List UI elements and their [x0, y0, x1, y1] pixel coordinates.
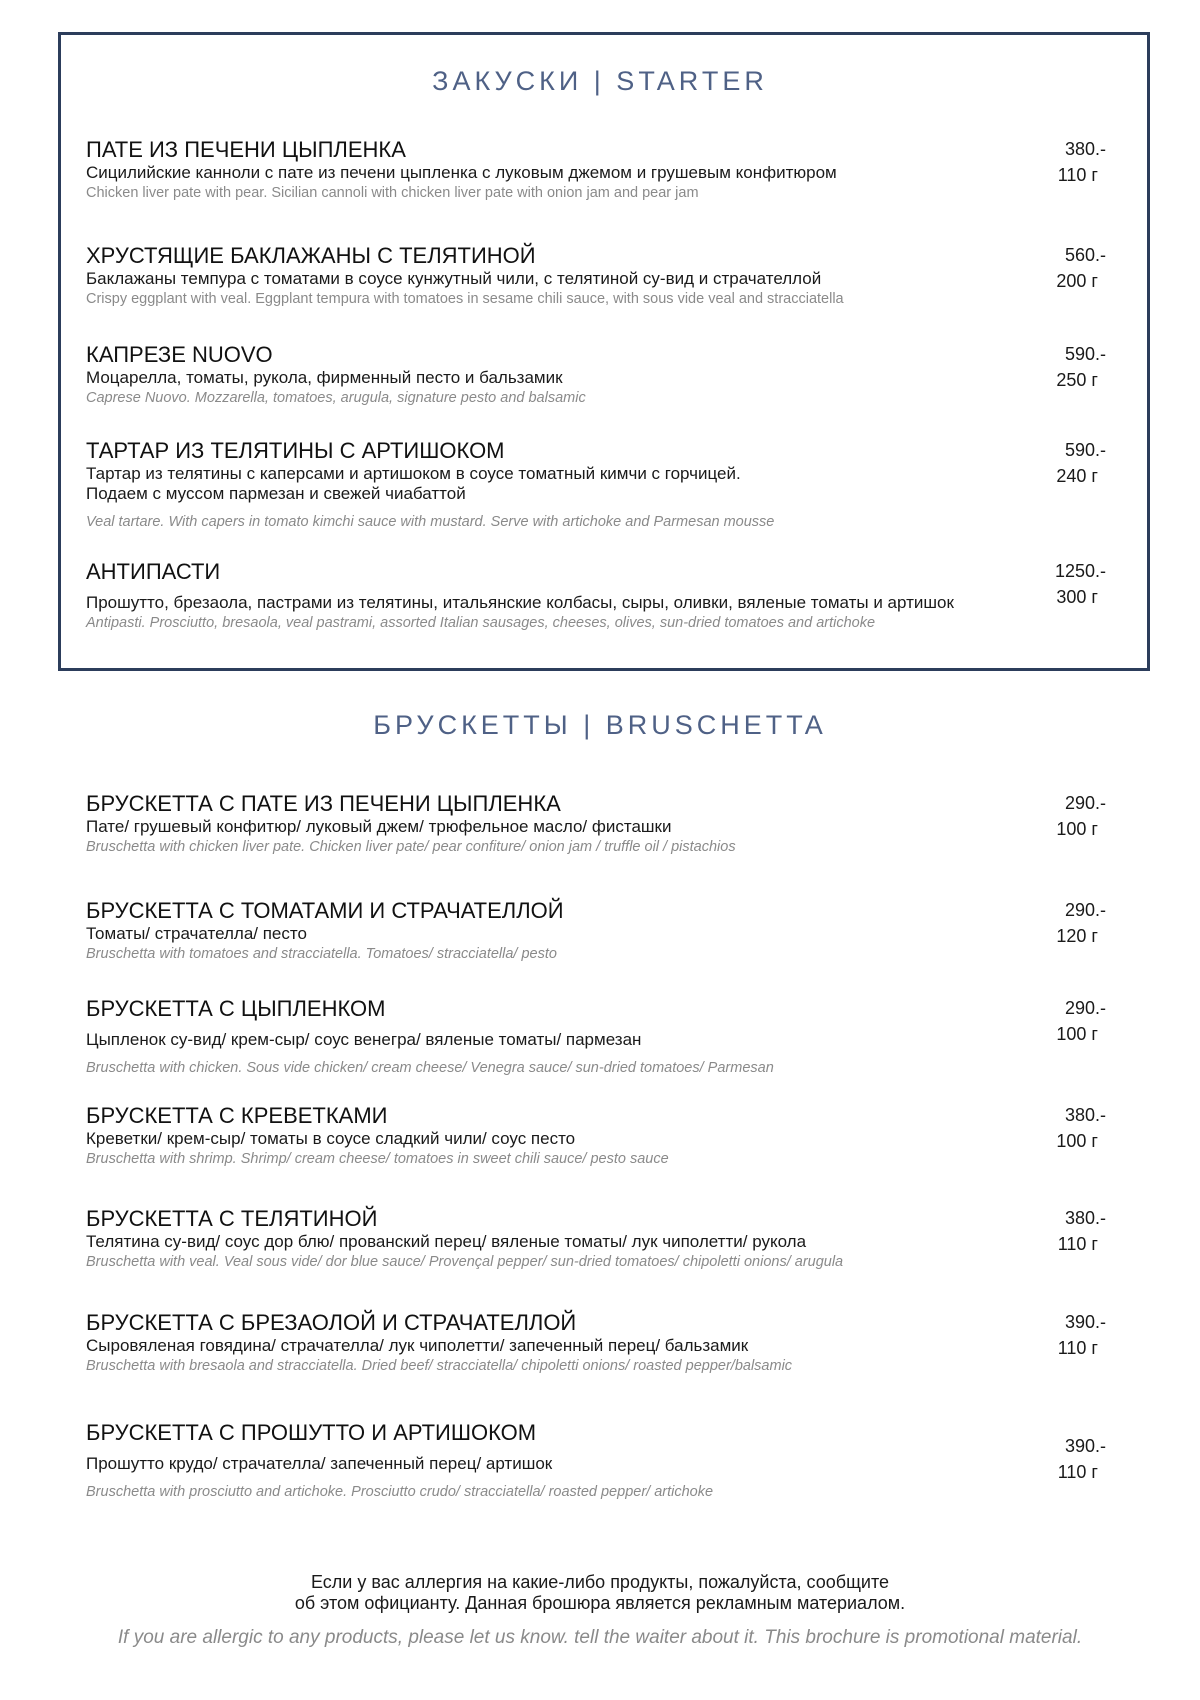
- allergy-notice: [0, 1572, 1200, 1650]
- item-price: 290.-: [1064, 900, 1106, 920]
- menu-item: [86, 995, 1106, 1078]
- item-name: ХРУСТЯЩИЕ БАКЛАЖАНЫ С ТЕЛЯТИНОЙ: [86, 243, 536, 268]
- item-price: 390.-: [1064, 1312, 1106, 1332]
- price-block: [996, 1433, 1106, 1485]
- item-description: Прошутто крудо/ страчателла/ запеченный перец/ артишок: [86, 1454, 553, 1473]
- item-price: 290.-: [1064, 793, 1106, 813]
- allergy-notice-en: If you are allergic to any products, please let us know. tell the waiter about it. This brochure is promotional material.: [117, 1627, 1083, 1648]
- item-weight: 100 г: [1056, 1024, 1098, 1044]
- item-description-en: Chicken liver pate with pear. Sicilian cannoli with chicken liver pate with onion jam and pear jam: [86, 185, 699, 201]
- item-name: ПАТЕ ИЗ ПЕЧЕНИ ЦЫПЛЕНКА: [86, 137, 406, 162]
- item-price: 380.-: [1064, 139, 1106, 159]
- item-name: БРУСКЕТТА С КРЕВЕТКАМИ: [86, 1103, 388, 1128]
- item-name: БРУСКЕТТА С ТОМАТАМИ И СТРАЧАТЕЛЛОЙ: [86, 898, 564, 923]
- menu-item: [86, 558, 1106, 633]
- price-block: [996, 1205, 1106, 1257]
- price-block: [996, 437, 1106, 489]
- menu-item: [86, 897, 1106, 964]
- price-block: [996, 242, 1106, 294]
- menu-item: [86, 1102, 1106, 1169]
- item-description-en: Bruschetta with bresaola and stracciatella. Dried beef/ stracciatella/ chipoletti onions/ roasted pepper/balsamic: [86, 1358, 793, 1374]
- item-weight: 110 г: [1057, 1338, 1098, 1358]
- item-description-en: Bruschetta with prosciutto and artichoke. Prosciutto crudo/ stracciatella/ roasted pepper/ artichoke: [86, 1484, 714, 1500]
- item-description-en: Bruschetta with shrimp. Shrimp/ cream cheese/ tomatoes in sweet chili sauce/ pesto sauce: [86, 1151, 669, 1167]
- item-name: БРУСКЕТТА С ЦЫПЛЕНКОМ: [86, 996, 386, 1021]
- item-name: АНТИПАСТИ: [86, 559, 221, 584]
- price-block: [996, 897, 1106, 949]
- item-price: 290.-: [1064, 998, 1106, 1018]
- item-price: 590.-: [1064, 440, 1106, 460]
- item-description: Томаты/ страчателла/ песто: [86, 924, 307, 943]
- item-weight: 110 г: [1057, 1234, 1098, 1254]
- item-description: Сицилийские канноли с пате из печени цыпленка с луковым джемом и грушевым конфитюром: [86, 163, 837, 182]
- item-name: БРУСКЕТТА С ТЕЛЯТИНОЙ: [86, 1206, 378, 1231]
- menu-item: [86, 136, 1106, 203]
- item-weight: 110 г: [1057, 1462, 1098, 1482]
- menu-item: [86, 1205, 1106, 1272]
- menu-item: [86, 1419, 1106, 1502]
- item-name: ТАРТАР ИЗ ТЕЛЯТИНЫ С АРТИШОКОМ: [86, 438, 505, 463]
- item-description-en: Veal tartare. With capers in tomato kimchi sauce with mustard. Serve with artichoke and Parmesan mousse: [86, 514, 775, 530]
- allergy-notice-ru-line2: об этом официанту. Данная брошюра является рекламным материалом.: [294, 1593, 906, 1613]
- item-weight: 110 г: [1057, 165, 1098, 185]
- item-price: 1250.-: [1054, 561, 1106, 581]
- item-description-en: Antipasti. Prosciutto, bresaola, veal pastrami, assorted Italian sausages, cheeses, olives, sun-dried tomatoes and artichoke: [86, 615, 876, 631]
- allergy-notice-ru-line1: Если у вас аллергия на какие-либо продукты, пожалуйста, сообщите: [311, 1572, 889, 1592]
- item-weight: 250 г: [1056, 370, 1098, 390]
- item-weight: 100 г: [1056, 1131, 1098, 1151]
- price-block: [996, 1309, 1106, 1361]
- item-description: Прошутто, брезаола, пастрами из телятины, итальянские колбасы, сыры, оливки, вяленые томаты и артишок: [86, 593, 954, 612]
- bruschetta-title: БРУСКЕТТЫ | BRUSCHETTA: [373, 710, 827, 740]
- item-description-en: Bruschetta with chicken liver pate. Chicken liver pate/ pear confiture/ onion jam / truffle oil / pistachios: [86, 839, 736, 855]
- item-description-en: Bruschetta with tomatoes and stracciatella. Tomatoes/ stracciatella/ pesto: [86, 946, 557, 962]
- price-block: [996, 995, 1106, 1047]
- item-name: БРУСКЕТТА С ПАТЕ ИЗ ПЕЧЕНИ ЦЫПЛЕНКА: [86, 791, 561, 816]
- price-block: [996, 341, 1106, 393]
- item-price: 380.-: [1064, 1105, 1106, 1125]
- item-price: 380.-: [1064, 1208, 1106, 1228]
- item-description-en: Bruschetta with chicken. Sous vide chicken/ cream cheese/ Venegra sauce/ sun-dried tomatoes/ Parmesan: [86, 1060, 774, 1076]
- item-description: Телятина су-вид/ соус дор блю/ прованский перец/ вяленые томаты/ лук чиполетти/ рукола: [86, 1232, 807, 1251]
- item-weight: 100 г: [1056, 819, 1098, 839]
- price-block: [996, 558, 1106, 610]
- price-block: [996, 1102, 1106, 1154]
- starter-title: ЗАКУСКИ | STARTER: [432, 66, 768, 96]
- menu-item: [86, 437, 1106, 532]
- item-price: 390.-: [1064, 1436, 1106, 1456]
- item-description: Баклажаны темпура с томатами в соусе кунжутный чили, с телятиной су-вид и страчателлой: [86, 269, 822, 288]
- item-name: БРУСКЕТТА С ПРОШУТТО И АРТИШОКОМ: [86, 1420, 537, 1445]
- item-description: Сыровяленая говядина/ страчателла/ лук чиполетти/ запеченный перец/ бальзамик: [86, 1336, 749, 1355]
- item-weight: 200 г: [1056, 271, 1098, 291]
- item-description: Креветки/ крем-сыр/ томаты в соусе сладкий чили/ соус песто: [86, 1129, 576, 1148]
- item-description: Моцарелла, томаты, рукола, фирменный песто и бальзамик: [86, 368, 563, 387]
- item-weight: 120 г: [1056, 926, 1098, 946]
- item-price: 590.-: [1064, 344, 1106, 364]
- menu-item: [86, 341, 1106, 408]
- menu-item: [86, 242, 1106, 309]
- item-name: БРУСКЕТТА С БРЕЗАОЛОЙ И СТРАЧАТЕЛЛОЙ: [86, 1310, 577, 1335]
- item-description: Пате/ грушевый конфитюр/ луковый джем/ трюфельное масло/ фисташки: [86, 817, 672, 836]
- item-description: Цыпленок су-вид/ крем-сыр/ соус венегра/ вяленые томаты/ пармезан: [86, 1030, 642, 1049]
- item-weight: 240 г: [1056, 466, 1098, 486]
- item-description-en: Bruschetta with veal. Veal sous vide/ dor blue sauce/ Provençal pepper/ sun-dried tomatoes/ chipoletti onions/ arugula: [86, 1254, 844, 1270]
- item-name: КАПРЕЗЕ NUOVO: [86, 342, 273, 367]
- item-description-en: Caprese Nuovo. Mozzarella, tomatoes, arugula, signature pesto and balsamic: [86, 390, 586, 406]
- menu-item: [86, 790, 1106, 857]
- item-description: Тартар из телятины с каперсами и артишоком в соусе томатный кимчи с горчицей. Подаем с муссом пармезан и свежей чиабаттой: [86, 464, 741, 503]
- item-description-en: Crispy eggplant with veal. Eggplant tempura with tomatoes in sesame chili sauce, with sous vide veal and stracciatella: [86, 291, 844, 307]
- price-block: [996, 136, 1106, 188]
- price-block: [996, 790, 1106, 842]
- menu-item: [86, 1309, 1106, 1376]
- item-price: 560.-: [1064, 245, 1106, 265]
- item-weight: 300 г: [1056, 587, 1098, 607]
